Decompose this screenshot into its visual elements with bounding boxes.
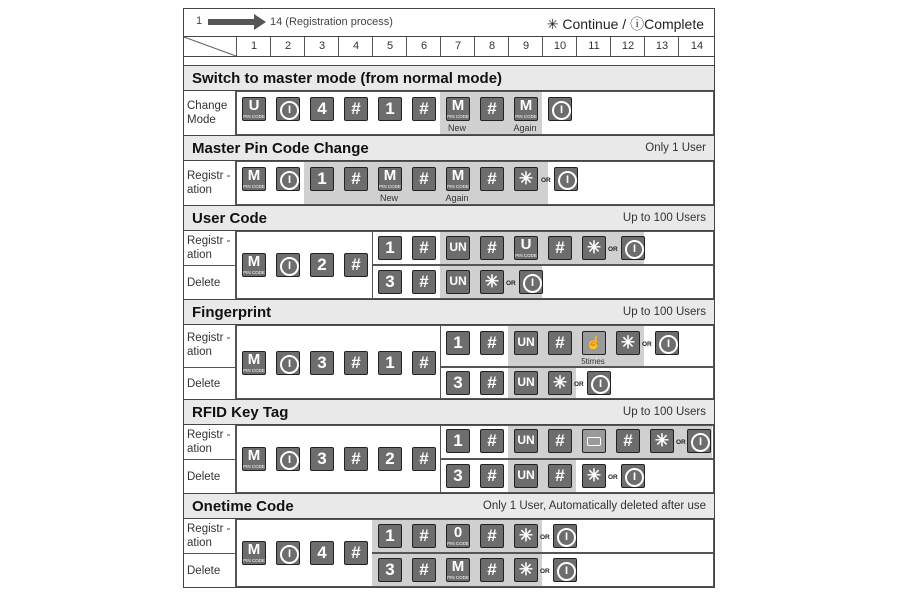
delete-label: Delete bbox=[184, 553, 236, 587]
change-mode-label: Change Mode bbox=[184, 91, 236, 135]
digit-2-key: 2 bbox=[310, 253, 334, 277]
complete-key: I bbox=[655, 331, 679, 355]
hash-key: # bbox=[344, 253, 368, 277]
header-from: 1 bbox=[196, 15, 203, 27]
star-key: ✳ bbox=[480, 270, 504, 294]
master-pincode-key: M PIN CODE bbox=[243, 541, 265, 563]
complete-key: I bbox=[554, 167, 578, 191]
header-legend: ✳ Continue / ⓘComplete bbox=[546, 16, 704, 32]
complete-key: I bbox=[587, 371, 611, 395]
section-onetime-title bbox=[184, 493, 714, 519]
section-rfid-title bbox=[184, 399, 714, 425]
hash-key: # bbox=[480, 371, 504, 395]
star-key: ✳ bbox=[514, 558, 538, 582]
hash-key: # bbox=[480, 236, 504, 260]
hash-key: # bbox=[344, 447, 368, 471]
digit-3-key: 3 bbox=[378, 558, 402, 582]
hash-key: # bbox=[412, 270, 436, 294]
section-title: Switch to master mode (from normal mode) bbox=[192, 70, 503, 87]
step-1: 1 bbox=[236, 37, 271, 56]
complete-key: I bbox=[276, 97, 300, 121]
caption-again: Again bbox=[513, 123, 537, 133]
step-13: 13 bbox=[644, 37, 679, 56]
section-title: User Code bbox=[192, 210, 268, 227]
fingerprint-scan-icon: ☝ bbox=[582, 331, 606, 355]
or-text: OR bbox=[574, 381, 584, 388]
section-fingerprint-title bbox=[184, 299, 714, 325]
delete-label: Delete bbox=[184, 367, 236, 399]
master-pincode-key: M PIN CODE bbox=[243, 447, 265, 469]
step-5: 5 bbox=[372, 37, 407, 56]
star-key: ✳ bbox=[582, 464, 606, 488]
hash-key: # bbox=[548, 331, 572, 355]
step-6: 6 bbox=[406, 37, 441, 56]
step-2: 2 bbox=[270, 37, 305, 56]
digit-3-key: 3 bbox=[446, 464, 470, 488]
section-title: Onetime Code bbox=[192, 498, 294, 515]
step-12: 12 bbox=[610, 37, 645, 56]
user-number-key: UN bbox=[514, 371, 538, 395]
hash-key: # bbox=[616, 429, 640, 453]
complete-key: I bbox=[553, 524, 577, 548]
digit-3-key: 3 bbox=[310, 447, 334, 471]
registration-label: Registr -ation bbox=[184, 161, 236, 205]
section-title: Master Pin Code Change bbox=[192, 140, 369, 157]
hash-key: # bbox=[412, 524, 436, 548]
digit-3-key: 3 bbox=[446, 371, 470, 395]
or-text: OR bbox=[540, 534, 550, 541]
digit-4-key: 4 bbox=[310, 97, 334, 121]
digit-1-key: 1 bbox=[378, 524, 402, 548]
digit-3-key: 3 bbox=[310, 351, 334, 375]
star-key: ✳ bbox=[514, 167, 538, 191]
step-8: 8 bbox=[474, 37, 509, 56]
hash-key: # bbox=[480, 97, 504, 121]
step-3: 3 bbox=[304, 37, 339, 56]
digit-1-key: 1 bbox=[378, 351, 402, 375]
u-pincode-key: U PIN CODE bbox=[243, 97, 265, 119]
arrow-icon bbox=[208, 19, 256, 25]
registration-label: Registr -ation bbox=[184, 231, 236, 265]
diagonal-divider bbox=[184, 37, 236, 56]
hash-key: # bbox=[344, 167, 368, 191]
hash-key: # bbox=[412, 97, 436, 121]
digit-2-key: 2 bbox=[378, 447, 402, 471]
or-text: OR bbox=[676, 439, 686, 446]
section-note: Up to 100 Users bbox=[622, 406, 706, 418]
or-text: OR bbox=[608, 246, 618, 253]
hash-key: # bbox=[480, 524, 504, 548]
zero-pincode-key: 0 PIN CODE bbox=[447, 524, 469, 546]
hash-key: # bbox=[344, 351, 368, 375]
digit-4-key: 4 bbox=[310, 541, 334, 565]
master-pincode-key: M PIN CODE bbox=[243, 351, 265, 373]
complete-key: I bbox=[276, 167, 300, 191]
or-text: OR bbox=[642, 341, 652, 348]
section-note: Only 1 User bbox=[645, 142, 706, 154]
complete-key: I bbox=[519, 270, 543, 294]
or-text: OR bbox=[540, 568, 550, 575]
or-text: OR bbox=[506, 280, 516, 287]
delete-label: Delete bbox=[184, 265, 236, 299]
caption-again: Again bbox=[445, 193, 469, 203]
header-to: 14 (Registration process) bbox=[270, 16, 393, 28]
star-key: ✳ bbox=[616, 331, 640, 355]
step-4: 4 bbox=[338, 37, 373, 56]
rfid-card-icon bbox=[582, 429, 606, 453]
caption-5times: 5times bbox=[581, 357, 605, 366]
hash-key: # bbox=[548, 464, 572, 488]
step-11: 11 bbox=[576, 37, 611, 56]
hash-key: # bbox=[412, 447, 436, 471]
hash-key: # bbox=[344, 97, 368, 121]
registration-label: Registr -ation bbox=[184, 325, 236, 367]
step-14: 14 bbox=[678, 37, 715, 56]
caption-new: New bbox=[379, 193, 398, 203]
complete-key: I bbox=[276, 351, 300, 375]
section-note: Only 1 User, Automatically deleted after use bbox=[482, 500, 706, 512]
delete-label: Delete bbox=[184, 459, 236, 493]
user-number-key: UN bbox=[514, 464, 538, 488]
step-7: 7 bbox=[440, 37, 475, 56]
hash-key: # bbox=[548, 429, 572, 453]
complete-key: I bbox=[276, 541, 300, 565]
table-header bbox=[184, 9, 714, 37]
arrowhead-icon bbox=[254, 14, 266, 30]
hash-key: # bbox=[480, 558, 504, 582]
section-title: Fingerprint bbox=[192, 304, 272, 321]
hash-key: # bbox=[412, 167, 436, 191]
master-pincode-key: M PIN CODE bbox=[447, 97, 469, 119]
hash-key: # bbox=[480, 464, 504, 488]
user-number-key: UN bbox=[514, 331, 538, 355]
digit-1-key: 1 bbox=[378, 236, 402, 260]
hash-key: # bbox=[412, 236, 436, 260]
digit-1-key: 1 bbox=[446, 429, 470, 453]
digit-1-key: 1 bbox=[446, 331, 470, 355]
complete-key: I bbox=[621, 236, 645, 260]
digit-1-key: 1 bbox=[378, 97, 402, 121]
hash-key: # bbox=[344, 541, 368, 565]
star-key: ✳ bbox=[514, 524, 538, 548]
user-number-key: UN bbox=[446, 236, 470, 260]
master-pincode-key: M PIN CODE bbox=[243, 167, 265, 189]
user-pincode-key: U PIN CODE bbox=[515, 236, 537, 258]
or-text: OR bbox=[608, 474, 618, 481]
registration-label: Registr -ation bbox=[184, 425, 236, 459]
step-number-row bbox=[184, 37, 714, 57]
section-title: RFID Key Tag bbox=[192, 404, 289, 421]
hash-key: # bbox=[480, 429, 504, 453]
master-pincode-key: M PIN CODE bbox=[243, 253, 265, 275]
or-text: OR bbox=[541, 177, 551, 184]
complete-key: I bbox=[687, 429, 711, 453]
master-pincode-key: M PIN CODE bbox=[379, 167, 401, 189]
digit-3-key: 3 bbox=[378, 270, 402, 294]
hash-key: # bbox=[412, 351, 436, 375]
star-key: ✳ bbox=[582, 236, 606, 260]
section-master-mode-title bbox=[184, 65, 714, 91]
complete-key: I bbox=[621, 464, 645, 488]
registration-label: Registr -ation bbox=[184, 519, 236, 553]
star-key: ✳ bbox=[548, 371, 572, 395]
section-note: Up to 100 Users bbox=[622, 212, 706, 224]
complete-key: I bbox=[548, 97, 572, 121]
digit-1-key: 1 bbox=[310, 167, 334, 191]
section-master-pin-title bbox=[184, 135, 714, 161]
complete-key: I bbox=[553, 558, 577, 582]
master-pincode-key: M PIN CODE bbox=[447, 558, 469, 580]
step-10: 10 bbox=[542, 37, 577, 56]
complete-key: I bbox=[276, 447, 300, 471]
registration-table bbox=[183, 8, 715, 588]
hash-key: # bbox=[480, 331, 504, 355]
master-pincode-key: M PIN CODE bbox=[447, 167, 469, 189]
star-key: ✳ bbox=[650, 429, 674, 453]
hash-key: # bbox=[412, 558, 436, 582]
user-number-key: UN bbox=[446, 270, 470, 294]
section-user-code-title bbox=[184, 205, 714, 231]
hash-key: # bbox=[548, 236, 572, 260]
master-pincode-key: M PIN CODE bbox=[515, 97, 537, 119]
section-note: Up to 100 Users bbox=[622, 306, 706, 318]
complete-key: I bbox=[276, 253, 300, 277]
hash-key: # bbox=[480, 167, 504, 191]
step-9: 9 bbox=[508, 37, 543, 56]
user-number-key: UN bbox=[514, 429, 538, 453]
caption-new: New bbox=[447, 123, 466, 133]
